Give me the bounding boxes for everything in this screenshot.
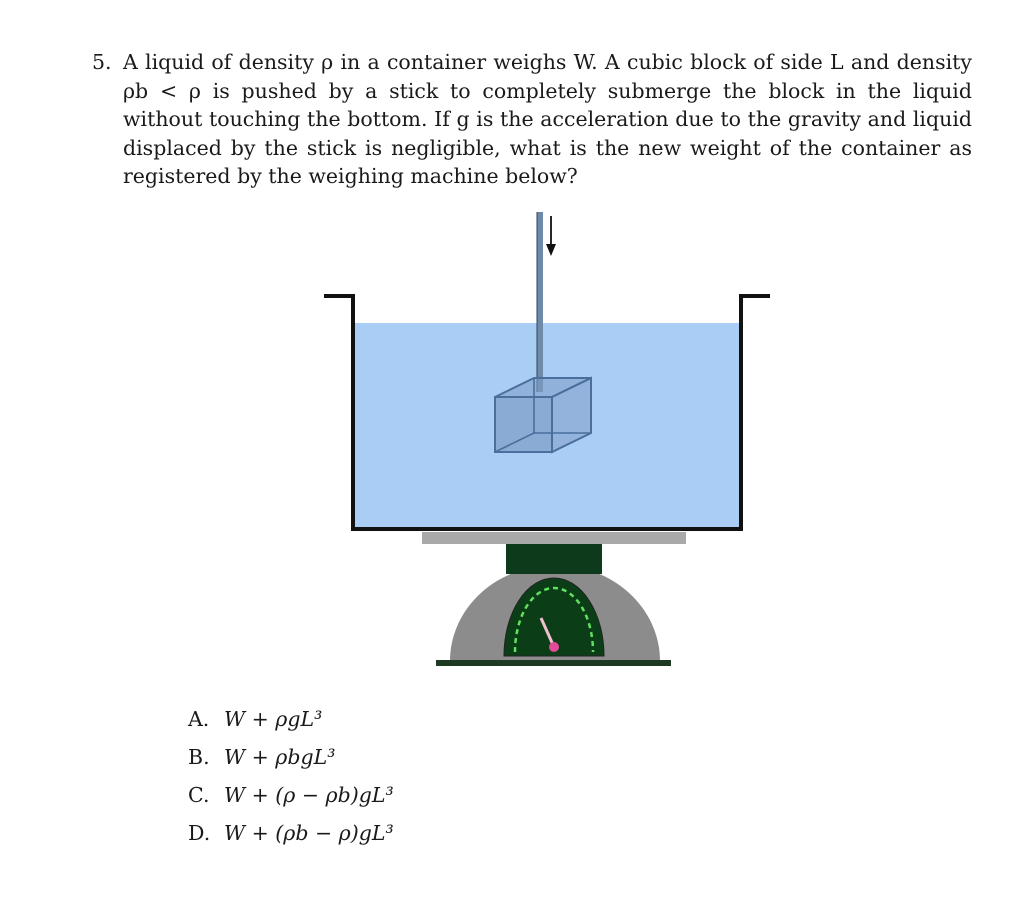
push-arrow-icon xyxy=(546,216,556,256)
option-a[interactable] xyxy=(188,700,394,738)
option-expression: W + ρbgL³ xyxy=(224,745,336,769)
cubic-block xyxy=(495,378,591,452)
answer-options xyxy=(188,700,394,852)
scale-neck xyxy=(506,544,602,574)
option-expression: W + (ρ − ρb)gL³ xyxy=(224,783,394,807)
option-b[interactable] xyxy=(188,738,394,776)
option-expression: W + (ρb − ρ)gL³ xyxy=(224,821,394,845)
stick xyxy=(537,212,543,392)
option-d[interactable] xyxy=(188,814,394,852)
option-c[interactable] xyxy=(188,776,394,814)
option-letter: B. xyxy=(188,745,210,769)
option-expression: W + ρgL³ xyxy=(224,707,323,731)
option-letter: A. xyxy=(188,707,210,731)
question-text: A liquid of density ρ in a container weighs W. A cubic block of side L and density ρb < ρ is pushed by a stick to completely submerge the block in the liquid without touching the bottom. If g is the acceleration due to the gravity and liquid displaced by the stick is negligible, what is the new weight of the container as registered by the weighing machine below? xyxy=(123,50,972,188)
option-letter: C. xyxy=(188,783,210,807)
dial-needle-pivot xyxy=(549,642,559,652)
scale-base xyxy=(436,660,671,666)
question-number: 5. xyxy=(92,50,112,74)
scale-plate xyxy=(422,532,686,544)
option-letter: D. xyxy=(188,821,211,845)
